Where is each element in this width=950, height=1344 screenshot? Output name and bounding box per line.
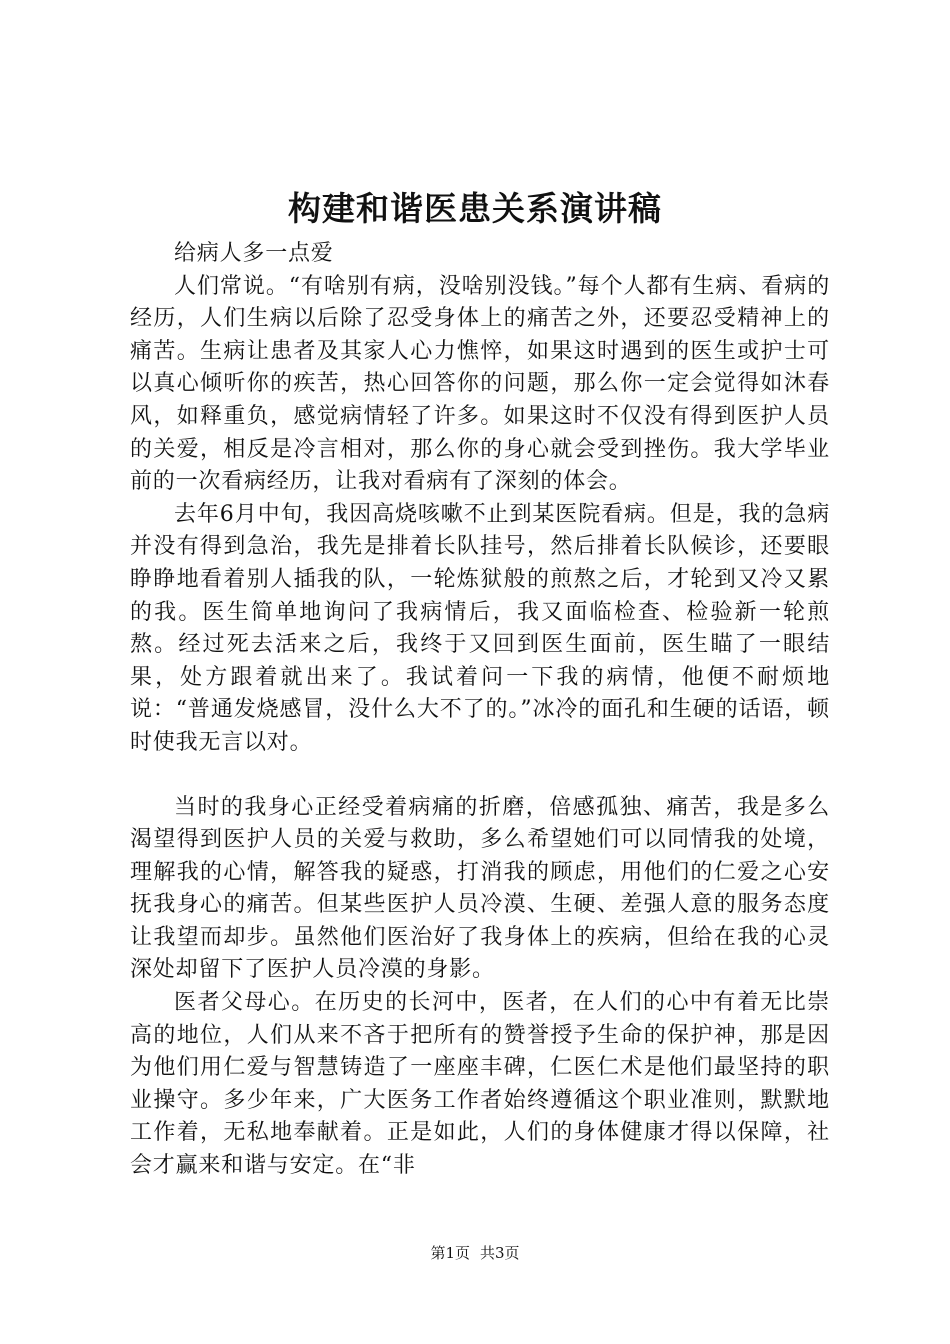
page-total: 共3页 [480,1244,520,1262]
subtitle: 给病人多一点爱 [174,241,334,266]
paragraph-3: 当时的我身心正经受着病痛的折磨，倍感孤独、痛苦，我是多么渴望得到医护人员的关爱与救助，多么希望她们可以同情我的处境，理解我的心情，解答我的疑惑，打消我的顾虑，用他们的仁爱之心安抚我身心的痛苦。但某些医护人员冷漠、生硬、差强人意的服务态度让我望而却步。虽然他们医治好了我身体上的疾病，但给在我的心灵深处却留下了医护人员冷漠的身影。 [130,794,830,983]
paragraph-2: 去年6月中旬，我因高烧咳嗽不止到某医院看病。但是，我的急病并没有得到急治，我先是排着长队挂号，然后排着长队候诊，还要眼睁睁地看着别人插我的队，一轮炼狱般的煎熬之后，才轮到又冷又累的我。医生简单地询问了我病情后，我又面临检查、检验新一轮煎熬。经过死去活来之后，我终于又回到医生面前，医生瞄了一眼结果，处方跟着就出来了。我试着问一下我的病情，他便不耐烦地说：“普通发烧感冒，没什么大不了的。”冰冷的面孔和生硬的话语，顿时使我无言以对。 [130,501,830,755]
document-body [130,238,830,1183]
paragraph-1: 人们常说。“有啥别有病，没啥别没钱。”每个人都有生病、看病的经历，人们生病以后除了忍受身体上的痛苦之外，还要忍受精神上的痛苦。生病让患者及其家人心力憔悴，如果这时遇到的医生或护士可以真心倾听你的疾苦，热心回答你的问题，那么你一定会觉得如沐春风，如释重负，感觉病情轻了许多。如果这时不仅没有得到医护人员的关爱，相反是冷言相对，那么你的身心就会受到挫伤。我大学毕业前的一次看病经历，让我对看病有了深刻的体会。 [130,273,830,495]
paragraph-4: 医者父母心。在历史的长河中，医者，在人们的心中有着无比崇高的地位，人们从来不吝于把所有的赞誉授予生命的保护神，那是因为他们用仁爱与智慧铸造了一座座丰碑，仁医仁术是他们最坚持的职业操守。多少年来，广大医务工作者始终遵循这个职业准则，默默地工作着，无私地奉献着。正是如此，人们的身体健康才得以保障，社会才赢来和谐与安定。在“非 [130,990,830,1179]
page-number: 第1页 [430,1244,470,1262]
page-footer [0,1243,950,1263]
document-title: 构建和谐医患关系演讲稿 [288,189,662,228]
